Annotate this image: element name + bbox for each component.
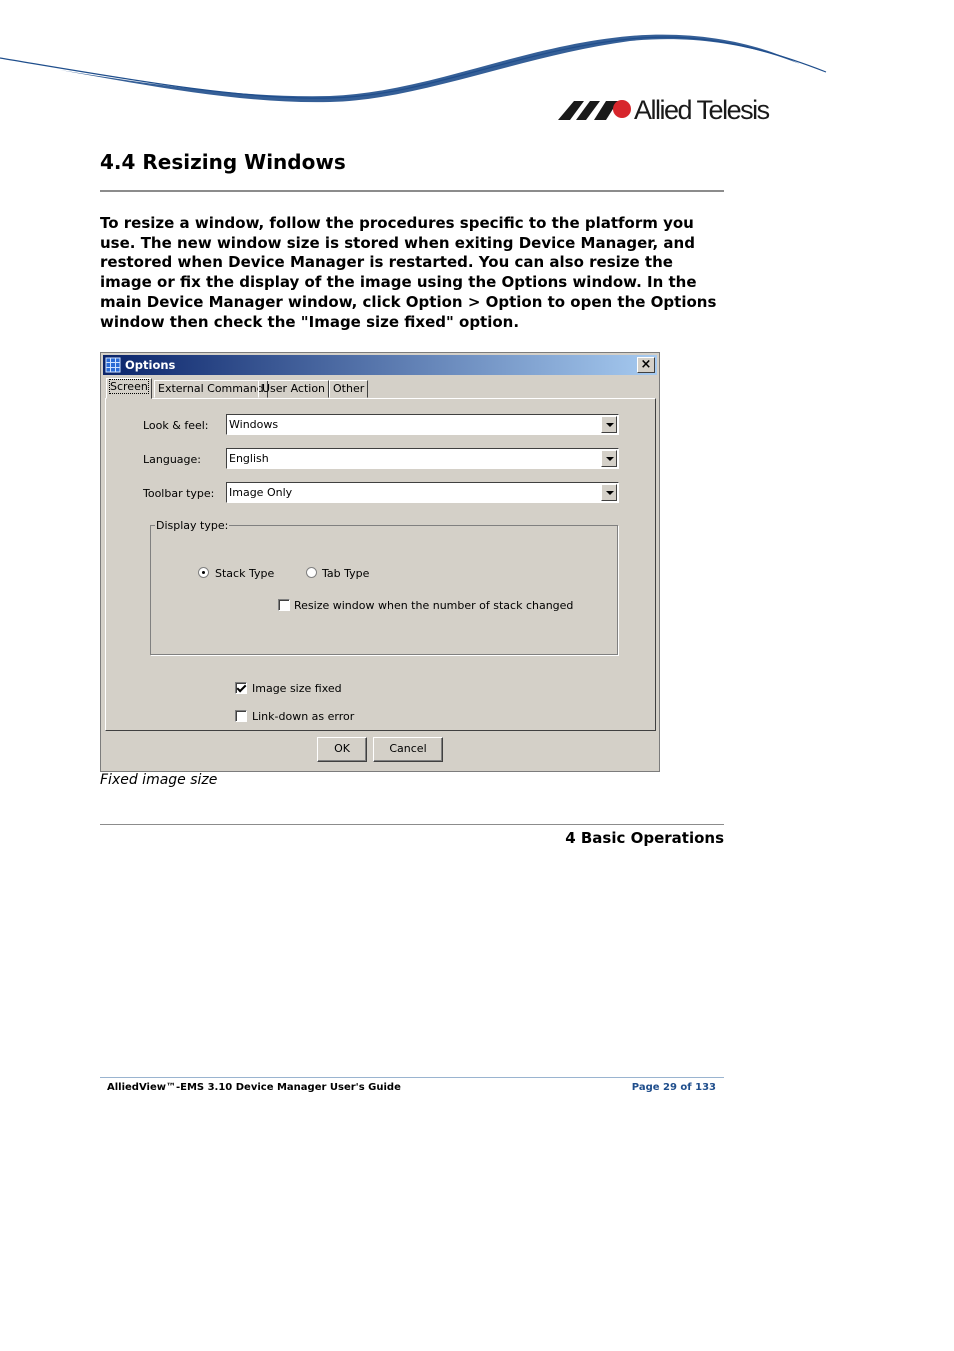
close-icon: × <box>640 357 652 372</box>
tab-user-action[interactable]: User Action <box>258 380 329 398</box>
footer-guide-title: AlliedView™-EMS 3.10 Device Manager User's Guide <box>107 1082 401 1093</box>
logo-mark-icon <box>556 93 634 127</box>
display-type-legend: Display type: <box>156 519 229 532</box>
screen-tab-panel <box>105 398 656 731</box>
app-grid-icon <box>105 357 121 373</box>
title-divider <box>100 190 724 192</box>
language-label: Language: <box>143 453 201 466</box>
look-and-feel-value: Windows <box>229 418 279 431</box>
footer-page-number: Page 29 of 133 <box>631 1082 716 1093</box>
dialog-titlebar[interactable] <box>103 355 657 375</box>
close-button[interactable] <box>637 357 655 373</box>
chevron-down-icon[interactable] <box>601 484 617 501</box>
tab-type-radio[interactable] <box>306 567 317 578</box>
chapter-divider <box>100 824 724 825</box>
intro-paragraph: To resize a window, follow the procedures specific to the platform you use. The new window size is stored when exiting Device Manager, and restored when Device Manager is restarted. You can also resize the image or fix the display of the image using the Options window. In the main Device Manager window, click Option > Option to open the Options window then check the "Image size fixed" option. <box>100 214 717 331</box>
allied-telesis-logo <box>556 93 778 127</box>
stack-type-radio[interactable] <box>198 567 209 578</box>
look-and-feel-select[interactable] <box>226 414 619 435</box>
section-title: 4.4 Resizing Windows <box>100 150 346 174</box>
tab-other[interactable]: Other <box>329 380 368 398</box>
ok-button[interactable]: OK <box>317 737 367 762</box>
chevron-down-icon[interactable] <box>601 416 617 433</box>
toolbar-type-value: Image Only <box>229 486 293 499</box>
chapter-label: 4 Basic Operations <box>565 829 724 847</box>
resize-window-label[interactable]: Resize window when the number of stack changed <box>294 599 574 612</box>
image-size-fixed-checkbox[interactable] <box>235 682 247 694</box>
link-down-error-label[interactable]: Link-down as error <box>252 710 355 723</box>
display-type-group <box>150 519 618 655</box>
language-value: English <box>229 452 269 465</box>
toolbar-type-select[interactable] <box>226 482 619 503</box>
tab-type-label[interactable]: Tab Type <box>322 567 370 580</box>
dialog-title: Options <box>125 358 176 372</box>
figure-caption: Fixed image size <box>100 772 218 788</box>
language-select[interactable] <box>226 448 619 469</box>
tab-external-command[interactable]: External Command <box>154 380 268 398</box>
chevron-down-icon[interactable] <box>601 450 617 467</box>
options-dialog <box>100 352 660 772</box>
tab-screen[interactable]: Screen <box>106 378 152 399</box>
toolbar-type-label: Toolbar type: <box>143 487 215 500</box>
link-down-error-checkbox[interactable] <box>235 710 247 722</box>
look-and-feel-label: Look & feel: <box>143 419 209 432</box>
image-size-fixed-label[interactable]: Image size fixed <box>252 682 342 695</box>
header-swoosh <box>0 0 954 110</box>
resize-window-checkbox[interactable] <box>278 599 290 611</box>
logo-text: Allied Telesis <box>634 95 769 125</box>
cancel-button[interactable]: Cancel <box>373 737 443 762</box>
stack-type-label[interactable]: Stack Type <box>215 567 275 580</box>
footer-divider <box>100 1077 724 1078</box>
